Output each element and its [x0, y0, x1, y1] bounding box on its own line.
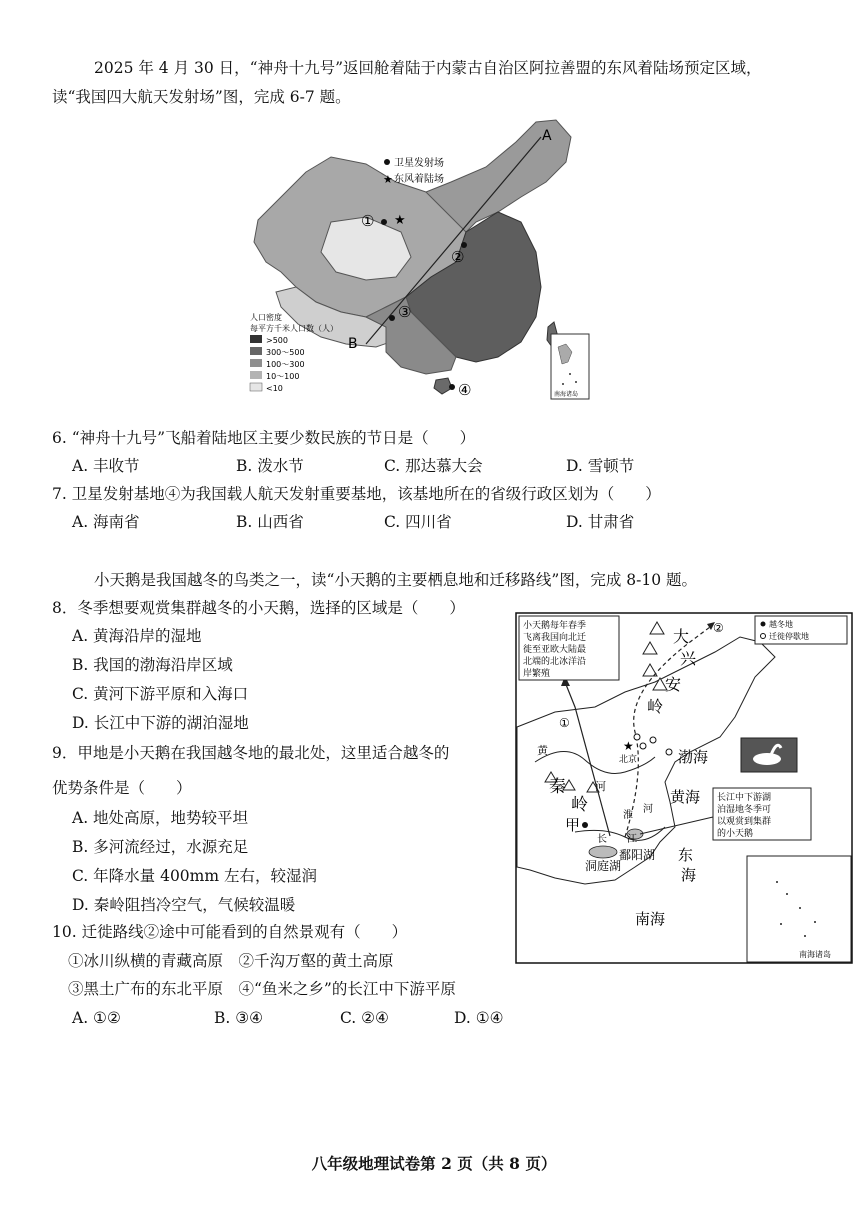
jia-label: 甲	[565, 816, 581, 834]
intro1-line1: 2025 年 4 月 30 日，“神舟十九号”返回舱着陆于内蒙古自治区阿拉善盟的东风着陆场预定区域，	[94, 59, 762, 77]
q6-option-c: C. 那达慕大会	[384, 457, 483, 475]
inset2-label: 南海诸岛	[799, 950, 831, 959]
density-subtitle: 每平方千米人口数（人）	[250, 324, 338, 333]
q10-option-c: C. ②④	[340, 1009, 389, 1027]
page-footer: 八年级地理试卷第 2 页（共 8 页）	[311, 1154, 557, 1173]
jiang-label: 江	[627, 834, 637, 845]
beijing-star-icon: ★	[623, 739, 634, 753]
marker-4: ④	[458, 381, 472, 399]
donghai-label-2: 海	[681, 866, 697, 884]
inset-label: 南海诸岛	[554, 391, 579, 398]
note-right-4: 的小天鹅	[717, 829, 754, 839]
star-landing-icon: ★	[394, 213, 406, 228]
q9-option-a: A. 地处高原，地势较平坦	[72, 809, 249, 827]
ling-label: 岭	[571, 795, 588, 815]
swan-migration-map	[515, 612, 853, 964]
inset2-box	[747, 856, 851, 962]
legend-winter: 越冬地	[769, 620, 793, 629]
legend-stop: 迁徙停歇地	[769, 632, 809, 641]
q6-stem: 6. “神舟十九号”飞船着陆地区主要少数民族的节日是（ ）	[52, 429, 476, 447]
note-top-5: 岸繁殖	[523, 669, 551, 679]
route-1-label: ①	[559, 716, 570, 730]
q8-stem: 8．冬季想要观赏集群越冬的小天鹅，选择的区域是（ ）	[52, 599, 465, 617]
density-class-5: <10	[266, 384, 283, 393]
note-top-1: 小天鹅每年春季	[523, 621, 587, 631]
q10-items-line1: ①冰川纵横的青藏高原 ②千沟万壑的黄土高原	[68, 952, 394, 970]
beijing-label: 北京	[619, 755, 638, 765]
marker-2: ②	[451, 248, 465, 266]
huang-label: 黄	[537, 744, 548, 757]
label-a: A	[542, 128, 552, 144]
launch-legend-dot	[384, 159, 390, 165]
he-label: 河	[595, 780, 606, 793]
q6-option-a: A. 丰收节	[72, 457, 140, 475]
density-class-1: >500	[266, 336, 288, 345]
density-class-4: 10～100	[266, 372, 300, 381]
poyang-label: 鄱阳湖	[619, 848, 656, 862]
huanghai-label: 黄海	[670, 788, 701, 806]
q10-stem: 10. 迁徙路线②途中可能看到的自然景观有（ ）	[52, 923, 408, 941]
density-class-2: 300～500	[266, 348, 305, 357]
huai-label: 淮	[623, 810, 633, 821]
note-top-4: 北端的北冰洋沿	[523, 657, 587, 667]
note-top-3: 徙至亚欧大陆最	[523, 645, 587, 655]
marker-1: ①	[361, 212, 375, 230]
label-b: B	[348, 336, 358, 352]
q8-option-c: C. 黄河下游平原和入海口	[72, 685, 249, 703]
q7-option-a: A. 海南省	[72, 513, 140, 531]
da-label: 大	[673, 627, 690, 646]
q9-option-d: D. 秦岭阻挡冷空气，气候较温暖	[72, 896, 296, 914]
q7-stem: 7. 卫星发射基地④为我国载人航天发射重要基地，该基地所在的省级行政区划为（ ）	[52, 485, 661, 503]
q9-option-c: C. 年降水量 400mm 左右，较湿润	[72, 867, 317, 885]
intro1-line2: 读“我国四大航天发射场”图，完成 6-7 题。	[52, 88, 351, 106]
q6-option-b: B. 泼水节	[236, 457, 304, 475]
q10-option-b: B. ③④	[214, 1009, 264, 1027]
he2-label: 河	[643, 804, 653, 815]
q10-option-d: D. ①④	[454, 1009, 504, 1027]
density-title: 人口密度	[250, 313, 282, 322]
bohai-label: 渤海	[678, 748, 709, 766]
population-map	[236, 112, 596, 404]
q8-option-b: B. 我国的渤海沿岸区域	[72, 656, 233, 674]
qin-label: 秦	[549, 777, 566, 797]
note-right-1: 长江中下游湖	[717, 793, 772, 803]
dongting-label: 洞庭湖	[585, 859, 622, 873]
legend-launch: 卫星发射场	[394, 158, 444, 169]
note-right-3: 以观赏到集群	[717, 817, 772, 827]
q7-option-d: D. 甘肃省	[566, 513, 635, 531]
an-label: 安	[665, 675, 682, 694]
ling-label-n: 岭	[647, 697, 664, 716]
q7-option-c: C. 四川省	[384, 513, 452, 531]
marker-3: ③	[398, 303, 412, 321]
note-right-2: 泊湿地冬季可	[717, 805, 772, 815]
route-2-label: ②	[713, 621, 724, 635]
nanhai-label: 南海	[635, 910, 666, 928]
note-top-2: 飞离我国向北迁	[523, 633, 587, 643]
q8-option-a: A. 黄海沿岸的湿地	[72, 627, 202, 645]
chang-label: 长	[597, 834, 607, 845]
xing-label: 兴	[680, 649, 697, 668]
density-class-3: 100～300	[266, 360, 305, 369]
intro2-line1: 小天鹅是我国越冬的鸟类之一，读“小天鹅的主要栖息地和迁移路线”图，完成 8-10 题。	[94, 571, 698, 589]
inset-box	[551, 334, 589, 399]
q9-stem-line1: 9．甲地是小天鹅在我国越冬地的最北处，这里适合越冬的	[52, 744, 450, 762]
q10-option-a: A. ①②	[72, 1009, 121, 1027]
q7-option-b: B. 山西省	[236, 513, 304, 531]
star-legend-icon: ★	[383, 173, 393, 186]
q10-items-line2: ③黑土广布的东北平原 ④“鱼米之乡”的长江中下游平原	[68, 980, 456, 998]
q9-option-b: B. 多河流经过，水源充足	[72, 838, 249, 856]
donghai-label-1: 东	[678, 846, 694, 864]
q9-stem-line2: 优势条件是（ ）	[52, 779, 192, 797]
q8-option-d: D. 长江中下游的湖泊湿地	[72, 714, 249, 732]
q6-option-d: D. 雪顿节	[566, 457, 635, 475]
legend-landing: 东风着陆场	[394, 174, 444, 185]
